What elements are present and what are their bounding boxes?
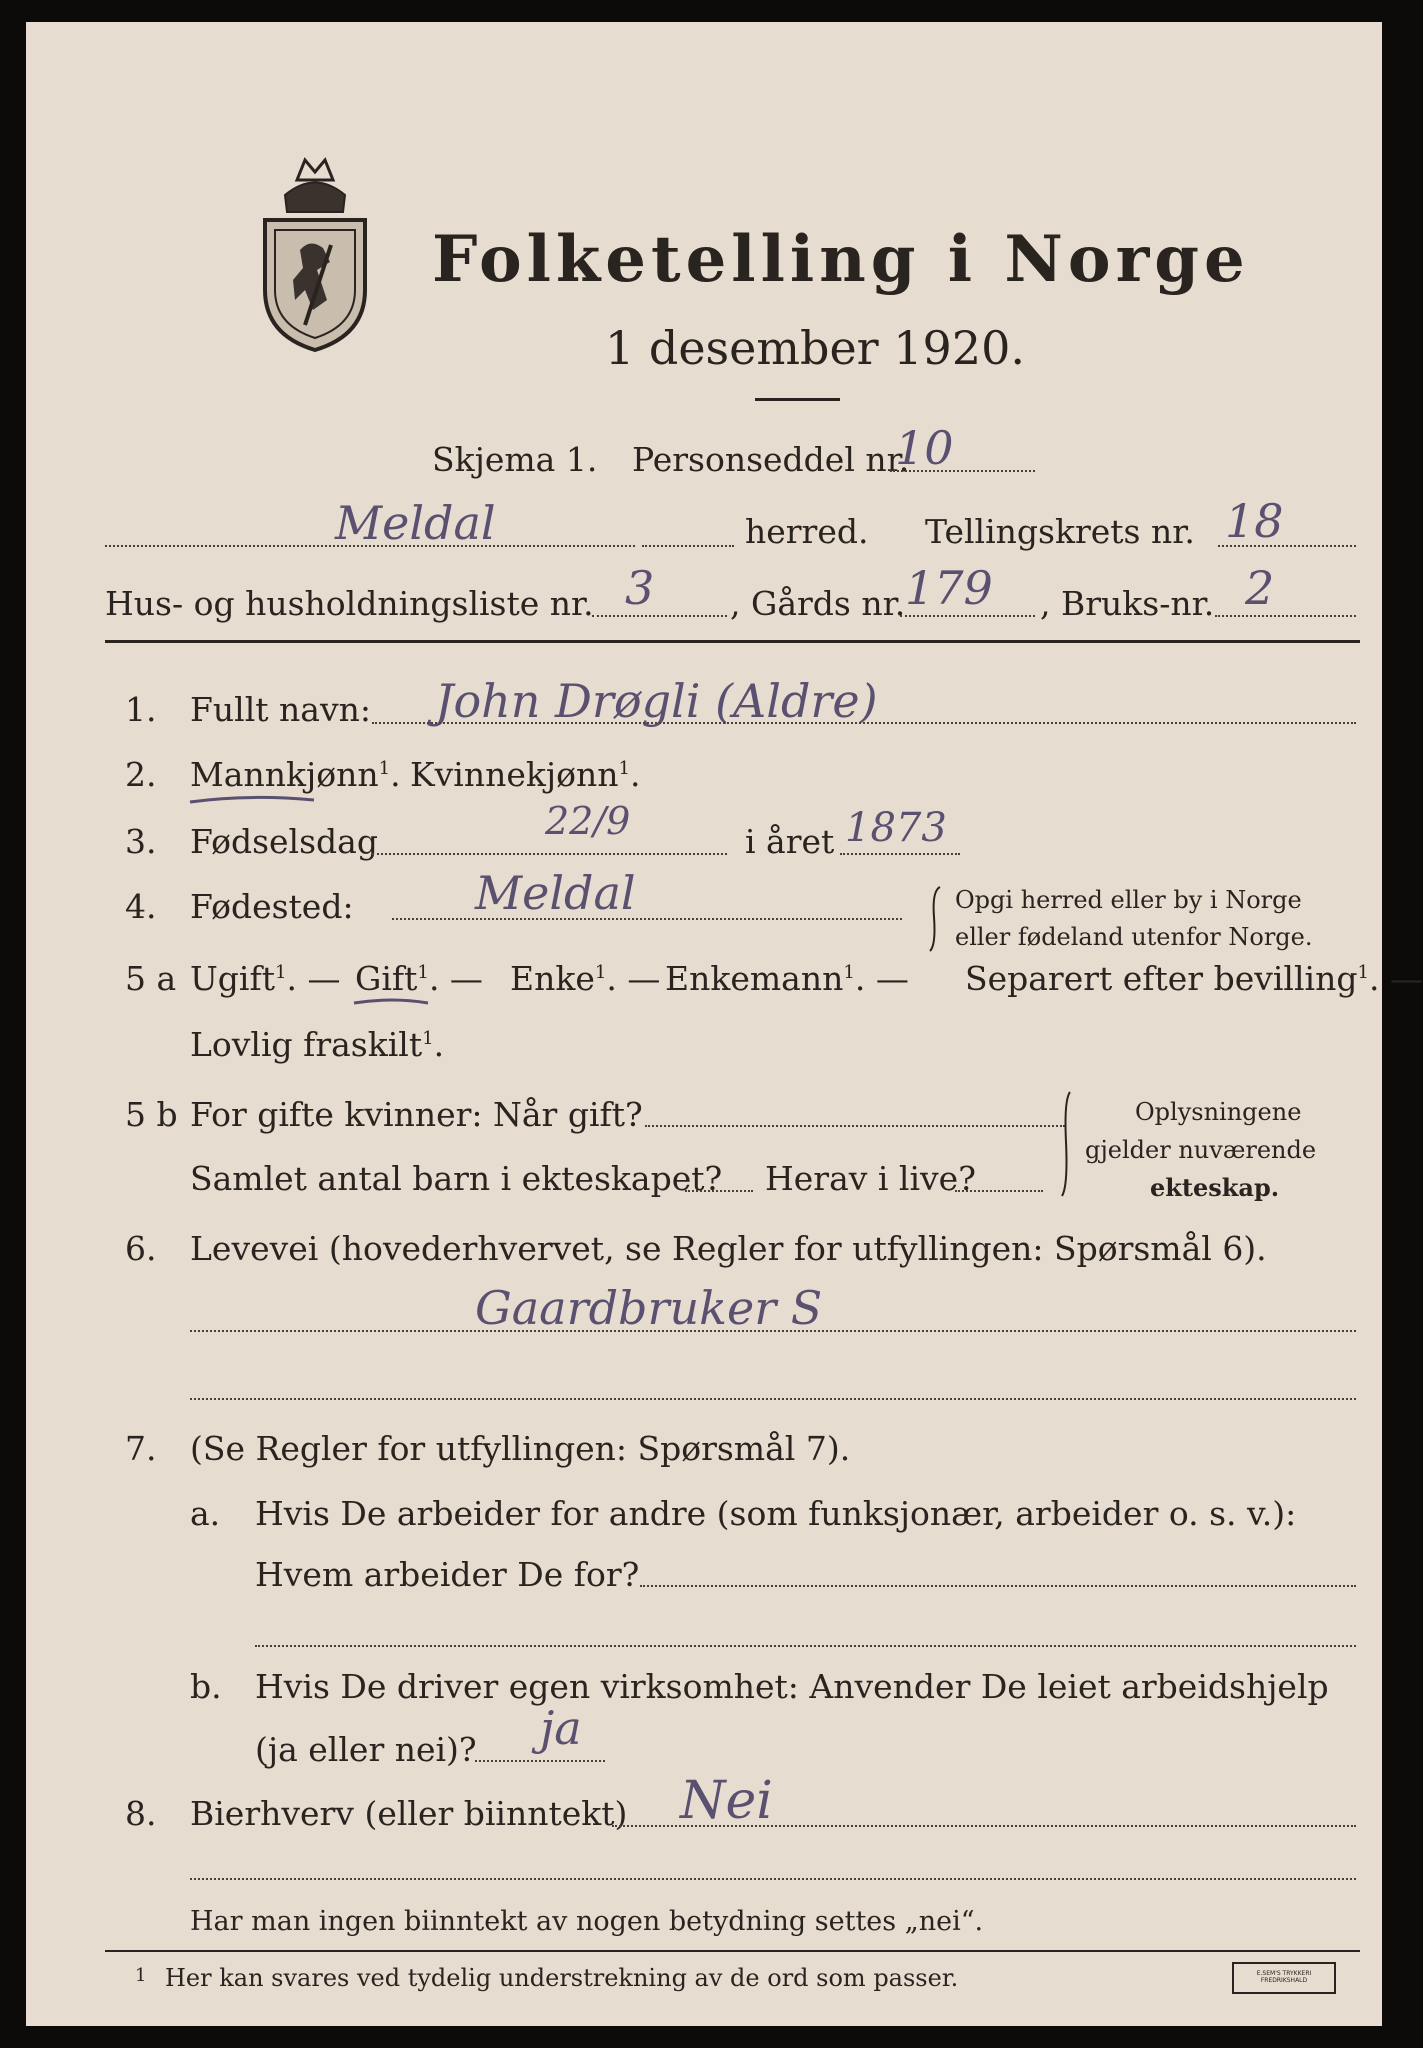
q7a-sub-label: Hvem arbeider De for? bbox=[255, 1555, 640, 1594]
q7a-label: Hvis De arbeider for andre (som funksjonær, arbeider o. s. v.): bbox=[255, 1494, 1297, 1533]
q7b-number: b. bbox=[190, 1667, 222, 1706]
separert-label: Separert efter bevilling bbox=[965, 959, 1358, 998]
birthplace-line bbox=[392, 918, 902, 920]
q4-note-1: Opgi herred eller by i Norge bbox=[955, 886, 1302, 914]
separert-option[interactable]: Separert efter bevilling$^1$. — bbox=[965, 959, 1423, 998]
gift-option[interactable]: Gift$^1$. — bbox=[355, 959, 483, 998]
fraskilt-label: Lovlig fraskilt bbox=[190, 1025, 423, 1064]
gards-value[interactable]: 179 bbox=[905, 561, 993, 615]
gards-label: , Gårds nr. bbox=[730, 584, 906, 623]
census-date: 1 desember 1920. bbox=[605, 321, 1025, 375]
tellingskrets-value[interactable]: 18 bbox=[1225, 494, 1284, 548]
q7b-label: Hvis De driver egen virksomhet: Anvender De leiet arbeidshjelp bbox=[255, 1667, 1329, 1706]
gards-line bbox=[900, 615, 1035, 617]
q8-label: Bierhverv (eller biinntekt) bbox=[190, 1794, 628, 1833]
side-income-line-2 bbox=[190, 1878, 1356, 1880]
norwegian-coat-of-arms-icon bbox=[255, 150, 375, 355]
q1-number: 1. bbox=[125, 690, 157, 729]
enkemann-option[interactable]: Enkemann$^1$. — bbox=[665, 959, 909, 998]
footer-note: Har man ingen biinntekt av nogen betydning settes „nei“. bbox=[190, 1906, 984, 1937]
husholdningsliste-label: Hus- og husholdningsliste nr. bbox=[105, 584, 594, 623]
printer-stamp-text: E.SEM'S TRYKKERI FREDRIKSHALD bbox=[1256, 1970, 1312, 1984]
footnote-text: Her kan svares ved tydelig understrekning av de ord som passer. bbox=[165, 1964, 959, 1992]
year-label: i året bbox=[745, 822, 835, 861]
children-line bbox=[685, 1190, 753, 1192]
gift-underline-mark bbox=[352, 995, 432, 1009]
hired-help-value[interactable]: ja bbox=[540, 1701, 582, 1755]
personseddel-label: Personseddel nr. bbox=[632, 440, 910, 479]
tellingskrets-line bbox=[1218, 545, 1356, 547]
q8-number: 8. bbox=[125, 1794, 157, 1833]
herred-label: herred. bbox=[745, 512, 869, 551]
printer-stamp bbox=[1232, 1962, 1336, 1994]
q7-label: (Se Regler for utfyllingen: Spørsmål 7). bbox=[190, 1429, 851, 1468]
title-divider bbox=[755, 398, 840, 401]
male-label: Mannkjønn bbox=[190, 755, 379, 794]
q4-bracket bbox=[928, 885, 944, 953]
ugift-label: Ugift bbox=[190, 959, 275, 998]
personseddel-line bbox=[890, 470, 1035, 472]
q5b-note-2-text: gjelder nuværende bbox=[1085, 1136, 1317, 1164]
q1-label: Fullt navn: bbox=[190, 690, 371, 729]
footnote-number: 1 bbox=[135, 1965, 147, 1986]
q6-label: Levevei (hovederhvervet, se Regler for utfyllingen: Spørsmål 6). bbox=[190, 1229, 1267, 1268]
q4-number: 4. bbox=[125, 887, 157, 926]
section-divider bbox=[105, 640, 1360, 643]
footnote-divider bbox=[105, 1950, 1360, 1952]
gift-label: Gift bbox=[355, 959, 418, 998]
schema-label: Skjema 1. bbox=[432, 440, 598, 479]
q4-note-2: eller fødeland utenfor Norge. bbox=[955, 923, 1313, 951]
q5b-note-2 bbox=[1085, 1138, 1316, 1162]
ugift-option[interactable]: Ugift$^1$. — bbox=[190, 959, 341, 998]
q5b-note-1: Oplysningene bbox=[1135, 1098, 1302, 1126]
tellingskrets-label: Tellingskrets nr. bbox=[925, 512, 1195, 551]
husholdningsliste-value[interactable]: 3 bbox=[625, 561, 655, 615]
birth-year-value[interactable]: 1873 bbox=[845, 805, 947, 851]
q4-label: Fødested: bbox=[190, 887, 354, 926]
side-income-value[interactable]: Nei bbox=[680, 1771, 773, 1831]
herred-value[interactable]: Meldal bbox=[335, 496, 496, 550]
q5a-number: 5 a bbox=[125, 959, 177, 998]
form-title: Folketelling i Norge bbox=[432, 222, 1250, 297]
alive-line bbox=[955, 1190, 1043, 1192]
enkemann-label: Enkemann bbox=[665, 959, 844, 998]
herred-line-right bbox=[642, 545, 734, 547]
q3-label: Fødselsdag bbox=[190, 822, 378, 861]
fraskilt-option[interactable]: Lovlig fraskilt$^1$. bbox=[190, 1025, 445, 1064]
q5b-note-3: ekteskap. bbox=[1150, 1173, 1280, 1202]
husholdningsliste-line bbox=[592, 615, 727, 617]
q7a-number: a. bbox=[190, 1494, 221, 1533]
female-label: Kvinnekjønn bbox=[410, 755, 619, 794]
enke-option[interactable]: Enke$^1$. — bbox=[510, 959, 661, 998]
employer-line-2 bbox=[255, 1645, 1356, 1647]
full-name-value[interactable]: John Drøgli (Aldre) bbox=[435, 674, 878, 728]
bruks-label: , Bruks-nr. bbox=[1040, 584, 1215, 623]
side-income-line bbox=[612, 1825, 1356, 1827]
q6-number: 6. bbox=[125, 1229, 157, 1268]
employer-line-1 bbox=[640, 1585, 1356, 1587]
q5b-number: 5 b bbox=[125, 1095, 178, 1134]
hired-help-line bbox=[475, 1760, 605, 1762]
bruks-value[interactable]: 2 bbox=[1245, 561, 1275, 615]
bruks-line bbox=[1215, 615, 1356, 617]
q3-number: 3. bbox=[125, 822, 157, 861]
occupation-value[interactable]: Gaardbruker S bbox=[475, 1281, 823, 1335]
married-date-line bbox=[645, 1125, 1065, 1127]
q7b-sub-label: (ja eller nei)? bbox=[255, 1730, 477, 1769]
children-label: Samlet antal barn i ekteskapet? bbox=[190, 1159, 723, 1198]
q5b-label: For gifte kvinner: Når gift? bbox=[190, 1095, 643, 1134]
female-option[interactable]: Kvinnekjønn$^1$. bbox=[410, 755, 641, 794]
male-option[interactable]: Mannkjønn$^1$. bbox=[190, 755, 401, 794]
q7-number: 7. bbox=[125, 1429, 157, 1468]
birthday-line bbox=[372, 853, 727, 855]
birth-year-line bbox=[840, 853, 960, 855]
personseddel-number[interactable]: 10 bbox=[895, 421, 954, 475]
full-name-line bbox=[372, 722, 1356, 724]
occupation-line-1 bbox=[190, 1330, 1356, 1332]
occupation-line-2 bbox=[190, 1398, 1356, 1400]
q5b-bracket bbox=[1058, 1090, 1074, 1198]
birthplace-value[interactable]: Meldal bbox=[475, 866, 636, 920]
alive-label: Herav i live? bbox=[765, 1159, 976, 1198]
q2-number: 2. bbox=[125, 755, 157, 794]
birthday-value[interactable]: 22/9 bbox=[545, 799, 631, 843]
male-underline-mark bbox=[188, 792, 318, 806]
enke-label: Enke bbox=[510, 959, 595, 998]
